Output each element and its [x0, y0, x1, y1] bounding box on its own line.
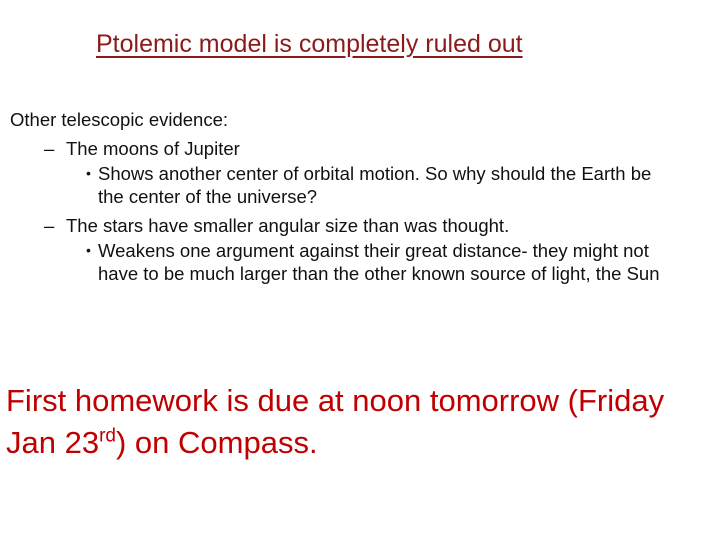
dash-bullet: – — [44, 215, 55, 236]
dot-bullet: • — [86, 242, 91, 258]
dash-bullet: – — [44, 138, 55, 159]
slide-title: Ptolemic model is completely ruled out — [96, 30, 523, 58]
list-item-moons — [44, 137, 710, 160]
sub-item-orbital-motion — [86, 162, 710, 208]
intro-text: Other telescopic evidence: — [10, 109, 229, 130]
sub-item-distance-argument — [86, 239, 710, 285]
dot-bullet: • — [86, 165, 91, 181]
list-item-stars — [44, 214, 710, 237]
ordinal-superscript: rd — [99, 425, 116, 447]
list-item-text: The stars have smaller angular size than was thought. — [66, 215, 510, 236]
slide-body — [10, 108, 710, 285]
list-item-text: The moons of Jupiter — [66, 138, 240, 159]
announcement-text-end: ) on Compass. — [115, 425, 318, 460]
homework-announcement — [6, 380, 706, 464]
sub-item-text: Shows another center of orbital motion. So why should the Earth be the center of the universe? — [98, 163, 652, 207]
sub-item-text: Weakens one argument against their great distance- they might not have to be much larger than the other known source of light, the Sun — [98, 240, 660, 284]
announcement-text-start: First homework is due at noon tomorrow (Friday Jan 23 — [6, 383, 665, 460]
